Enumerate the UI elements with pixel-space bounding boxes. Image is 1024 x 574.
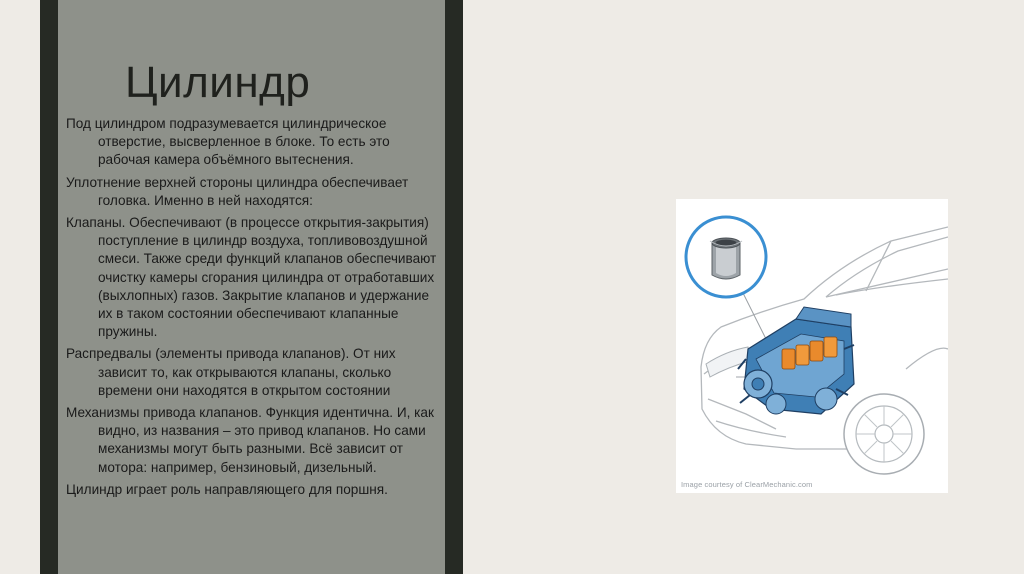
cylinder-4 bbox=[824, 337, 837, 357]
paragraph-head-sealing: Уплотнение верхней стороны цилиндра обеспечивает головка. Именно в ней находятся: bbox=[66, 174, 409, 208]
slide-body bbox=[66, 115, 438, 503]
front-wheel bbox=[844, 394, 924, 474]
right-dark-bar bbox=[445, 0, 463, 574]
callout-line bbox=[742, 291, 766, 339]
cylinder-sleeve-icon bbox=[710, 238, 742, 279]
paragraph-valves: Клапаны. Обеспечивают (в процессе открытия-закрытия) поступление в цилиндр воздуха, топливовоздушной смеси. Также среди функций клапанов обеспечивают очистку камеры сгорания цилиндра от отработавших (выхлопных) газов. Закрытие клапанов и удержание их в таком состоянии обеспечивают клапанные пружины. bbox=[66, 215, 437, 340]
car-engine-drawing bbox=[676, 199, 948, 493]
left-dark-bar bbox=[40, 0, 58, 574]
cylinder-2 bbox=[796, 345, 809, 365]
cylinder-1 bbox=[782, 349, 795, 369]
paragraph-camshafts: Распредвалы (элементы привода клапанов). От них зависит то, как открываются клапаны, сколько времени они находятся в открытом состоянии bbox=[66, 346, 396, 398]
paragraph-definition: Под цилиндром подразумевается цилиндрическое отверстие, высверленное в блоке. То есть это рабочая камера объёмного вытеснения. bbox=[66, 116, 390, 168]
paragraph-piston-guide: Цилиндр играет роль направляющего для поршня. bbox=[66, 481, 388, 497]
cylinder-zoom-callout bbox=[686, 217, 766, 297]
paragraph-valve-drive: Механизмы привода клапанов. Функция идентична. И, как видно, из названия – это привод клапанов. Но сами механизмы могут быть разными. Всё зависит от мотора: например, бензиновый, дизельный. bbox=[66, 405, 434, 475]
engine-block bbox=[738, 307, 854, 414]
cylinder-3 bbox=[810, 341, 823, 361]
slide-title: Цилиндр bbox=[125, 58, 311, 107]
engine-cylinder-illustration bbox=[676, 199, 948, 493]
image-credit: Image courtesy of ClearMechanic.com bbox=[681, 480, 813, 489]
